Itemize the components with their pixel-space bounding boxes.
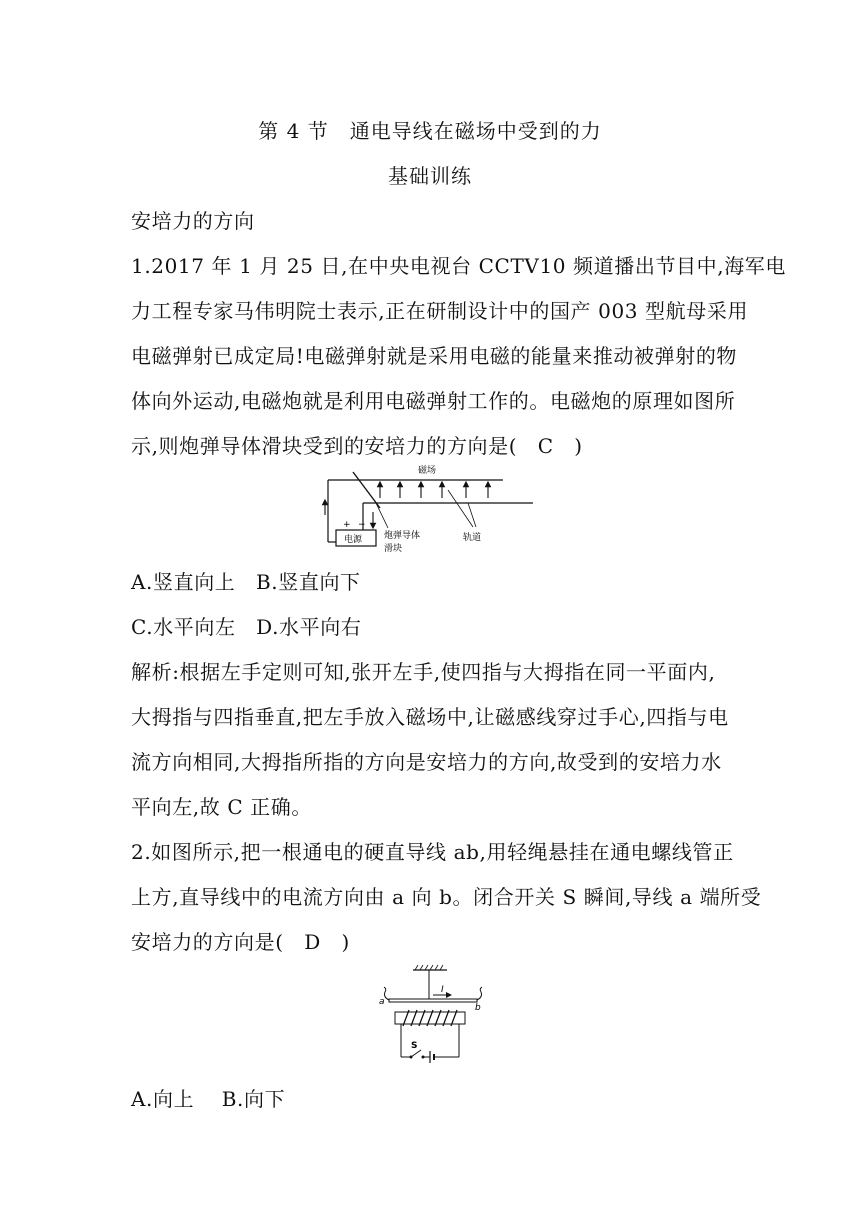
question1-line-4: 体向外运动,电磁炮就是利用电磁弹射工作的。电磁炮的原理如图所: [131, 389, 736, 413]
railgun-figure: [318, 460, 538, 556]
slider-leader: [376, 503, 388, 528]
slider-label-1: 炮弹导体: [384, 531, 421, 541]
slider-label-2: 滑块: [384, 544, 403, 554]
solenoid-figure: [375, 962, 495, 1068]
ceiling-hatch: [420, 965, 423, 970]
question1-line-3: 电磁弹射已成定局!电磁弹射就是采用电磁的能量来推动被弹射的物: [131, 344, 738, 368]
ceiling-hatch: [435, 965, 438, 970]
rail-leader: [448, 490, 473, 527]
question1-line-5: 示,则炮弹导体滑块受到的安培力的方向是( C ): [131, 434, 583, 458]
ceiling-hatch: [430, 965, 433, 970]
switch-contact: [410, 1056, 413, 1059]
question1-options-ab: A.竖直向上 B.竖直向下: [131, 570, 361, 594]
analysis-line-3: 流方向相同,大拇指所指的方向是安培力的方向,故受到的安培力水: [131, 750, 722, 774]
rail-leader: [468, 503, 476, 527]
analysis-line-2: 大拇指与四指垂直,把左手放入磁场中,让磁感线穿过手心,四指与电: [131, 705, 729, 729]
ceiling-hatch: [415, 965, 418, 970]
current-label: I: [441, 985, 444, 995]
switch-label: S: [411, 1041, 418, 1051]
question2-line-1: 2.如图所示,把一根通电的硬直导线 ab,用轻绳悬挂在通电螺线管正: [131, 840, 734, 864]
switch-lever: [411, 1050, 421, 1057]
section-subtitle: 基础训练: [388, 164, 472, 188]
question2-line-2: 上方,直导线中的电流方向由 a 向 b。闭合开关 S 瞬间,导线 a 端所受: [131, 885, 762, 909]
minus-sign: −: [358, 520, 366, 530]
section-title: 第 4 节 通电导线在磁场中受到的力: [258, 119, 602, 143]
wire-end-a: [384, 987, 389, 1000]
ceiling-hatch: [440, 965, 443, 970]
power-supply-label: 电源: [344, 535, 363, 545]
question1-line-1: 1.2017 年 1 月 25 日,在中央电视台 CCTV10 频道播出节目中,海军电: [131, 254, 787, 278]
rail-label: 轨道: [463, 533, 482, 543]
field-label: 磁场: [418, 466, 437, 476]
plus-sign: +: [343, 520, 351, 530]
topic-heading: 安培力的方向: [131, 209, 255, 233]
question2-line-3: 安培力的方向是( D ): [131, 930, 350, 954]
label-b: b: [475, 1003, 481, 1013]
label-a: a: [379, 997, 385, 1007]
question2-options-ab: A.向上 B.向下: [131, 1087, 286, 1111]
analysis-line-1: 解析:根据左手定则可知,张开左手,使四指与大拇指在同一平面内,: [131, 660, 716, 684]
question1-line-2: 力工程专家马伟明院士表示,正在研制设计中的国产 003 型航母采用: [131, 299, 749, 323]
question1-options-cd: C.水平向左 D.水平向右: [131, 615, 362, 639]
wire-ab: [389, 999, 477, 1002]
ceiling-hatch: [425, 965, 428, 970]
analysis-line-4: 平向左,故 C 正确。: [131, 795, 312, 819]
wire-end-b: [477, 987, 482, 1000]
